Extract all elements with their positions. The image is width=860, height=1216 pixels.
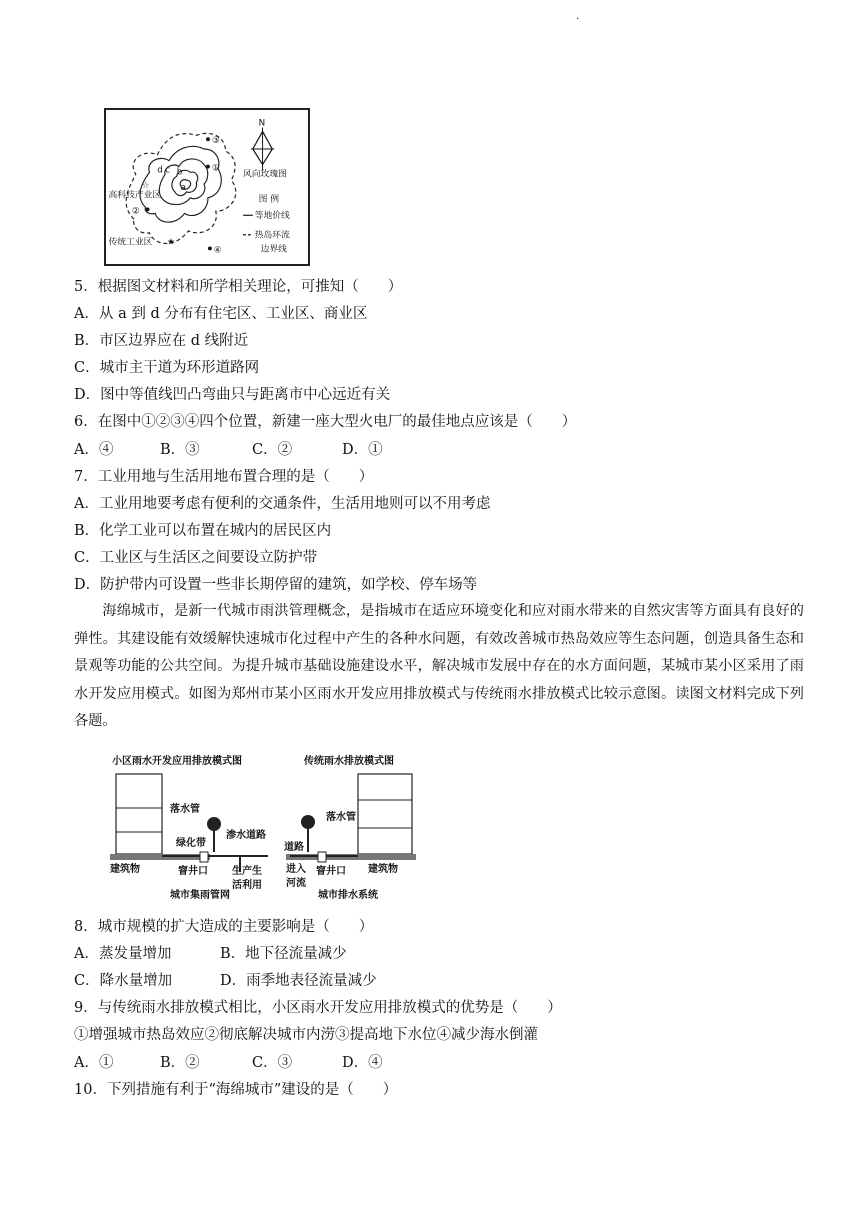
star-outline-icon: ☆ bbox=[141, 180, 150, 191]
q10-stem: 10．下列措施有利于“海绵城市”建设的是（ ） bbox=[74, 1082, 398, 1098]
hightech-label: 高科技产业区 bbox=[108, 190, 162, 201]
q6-option-a[interactable]: A．④ bbox=[74, 442, 114, 458]
building-right-label: 建筑物 bbox=[368, 864, 398, 875]
point-2-dot bbox=[146, 207, 150, 211]
rain-svg bbox=[100, 748, 440, 908]
q7-option-b[interactable]: B．化学工业可以布置在城内的居民区内 bbox=[74, 523, 332, 539]
point-1: ① bbox=[211, 163, 220, 174]
permeable-road-label: 渗水道路 bbox=[226, 830, 266, 841]
q9-option-b[interactable]: B．② bbox=[160, 1055, 200, 1071]
left-manhole bbox=[200, 852, 208, 862]
q8-option-b[interactable]: B．地下径流量减少 bbox=[220, 946, 347, 962]
q9-option-d[interactable]: D．④ bbox=[342, 1055, 383, 1071]
left-figure-title: 小区雨水开发应用排放模式图 bbox=[112, 756, 242, 767]
urban-land-value-map bbox=[104, 108, 310, 266]
left-building bbox=[116, 774, 162, 854]
manhole-left-label: 窨井口 bbox=[178, 866, 208, 877]
traditional-label: 传统工业区 bbox=[108, 237, 153, 248]
road-label: 道路 bbox=[284, 842, 304, 853]
q5-option-c[interactable]: C．城市主干道为环形道路网 bbox=[74, 360, 260, 376]
network-label: 城市集雨管网 bbox=[170, 890, 230, 901]
point-2: ② bbox=[131, 206, 140, 217]
q5-option-a[interactable]: A．从 a 到 d 分布有住宅区、工业区、商业区 bbox=[74, 306, 368, 322]
legend-contour: 等地价线 bbox=[254, 211, 290, 222]
q5-stem: 5．根据图文材料和所学相关理论，可推知（ ） bbox=[74, 279, 403, 295]
point-3-dot bbox=[206, 137, 210, 141]
q6-option-b[interactable]: B．③ bbox=[160, 442, 200, 458]
q5-option-d[interactable]: D．图中等值线凹凸弯曲只与距离市中心远近有关 bbox=[74, 387, 391, 403]
manhole-right-label: 窨井口 bbox=[316, 866, 346, 877]
q9-option-c[interactable]: C．③ bbox=[252, 1055, 293, 1071]
header-mark: · bbox=[576, 14, 580, 25]
q7-stem: 7．工业用地与生活用地布置合理的是（ ） bbox=[74, 469, 374, 485]
point-3: ③ bbox=[211, 136, 220, 147]
right-building bbox=[358, 774, 412, 854]
q6-option-d[interactable]: D．① bbox=[342, 442, 383, 458]
downpipe-right: 落水管 bbox=[326, 812, 356, 823]
label-b: b bbox=[176, 167, 183, 178]
q7-option-a[interactable]: A．工业用地要考虑有便利的交通条件，生活用地则可以不用考虑 bbox=[74, 496, 491, 512]
q5-option-b[interactable]: B．市区边界应在 d 线附近 bbox=[74, 333, 249, 349]
q8-option-a[interactable]: A．蒸发量增加 bbox=[74, 946, 172, 962]
q8-option-d[interactable]: D．雨季地表径流量减少 bbox=[220, 973, 377, 989]
q7-option-c[interactable]: C．工业区与生活区之间要设立防护带 bbox=[74, 550, 318, 566]
map-svg bbox=[106, 110, 308, 264]
star-filled-icon: ★ bbox=[167, 237, 175, 248]
right-figure-title: 传统雨水排放模式图 bbox=[304, 756, 394, 767]
q6-option-c[interactable]: C．② bbox=[252, 442, 293, 458]
point-1-dot bbox=[206, 165, 210, 169]
q8-option-c[interactable]: C．降水量增加 bbox=[74, 973, 173, 989]
downpipe-left: 落水管 bbox=[170, 804, 200, 815]
q8-stem: 8．城市规模的扩大造成的主要影响是（ ） bbox=[74, 919, 374, 935]
legend-title: 图 例 bbox=[258, 194, 279, 205]
q6-stem: 6．在图中①②③④四个位置，新建一座大型火电厂的最佳地点应该是（ ） bbox=[74, 414, 577, 430]
q7-option-d[interactable]: D．防护带内可设置一些非长期停留的建筑，如学校、停车场等 bbox=[74, 577, 478, 593]
right-manhole bbox=[318, 852, 326, 862]
legend-heat: 热岛环流 bbox=[254, 230, 290, 241]
building-left-label: 建筑物 bbox=[110, 864, 140, 875]
point-4-dot bbox=[208, 246, 212, 250]
legend-heat2: 边界线 bbox=[260, 244, 287, 255]
q9-stem: 9．与传统雨水排放模式相比，小区雨水开发应用排放模式的优势是（ ） bbox=[74, 1000, 562, 1016]
rainwater-comparison-figure bbox=[100, 748, 440, 908]
point-4: ④ bbox=[213, 245, 222, 256]
north-label: N bbox=[258, 118, 266, 129]
reuse-label-2: 活利用 bbox=[232, 880, 262, 891]
label-c: c bbox=[165, 165, 170, 176]
wind-rose-caption: 风向玫瑰图 bbox=[243, 169, 287, 180]
enter-river-2: 河流 bbox=[286, 878, 306, 889]
q9-option-a[interactable]: A．① bbox=[74, 1055, 114, 1071]
enter-river-1: 进入 bbox=[286, 864, 306, 875]
label-d: d bbox=[157, 165, 163, 176]
reuse-label-1: 生产生 bbox=[232, 866, 262, 877]
q9-items: ①增强城市热岛效应②彻底解决城市内涝③提高地下水位④减少海水倒灌 bbox=[74, 1027, 538, 1043]
drainage-label: 城市排水系统 bbox=[318, 890, 378, 901]
greenbelt-label: 绿化带 bbox=[176, 838, 206, 849]
passage-text: 海绵城市，是新一代城市雨洪管理概念，是指城市在适应环境变化和应对雨水带来的自然灾害等方面具有良好的弹性。其建设能有效缓解快速城市化过程中产生的各种水问题，有效改善城市热岛效应等生态问题，创造具备生态和景观等功能的公共空间。为提升城市基础设施建设水平，解决城市发展中存在的水方面问题，某城市某小区采用了雨水开发应用模式。如图为郑州市某小区雨水开发应用排放模式与传统雨水排放模式比较示意图。读图文材料完成下列各题。 bbox=[74, 603, 804, 729]
label-a: a bbox=[180, 182, 187, 193]
